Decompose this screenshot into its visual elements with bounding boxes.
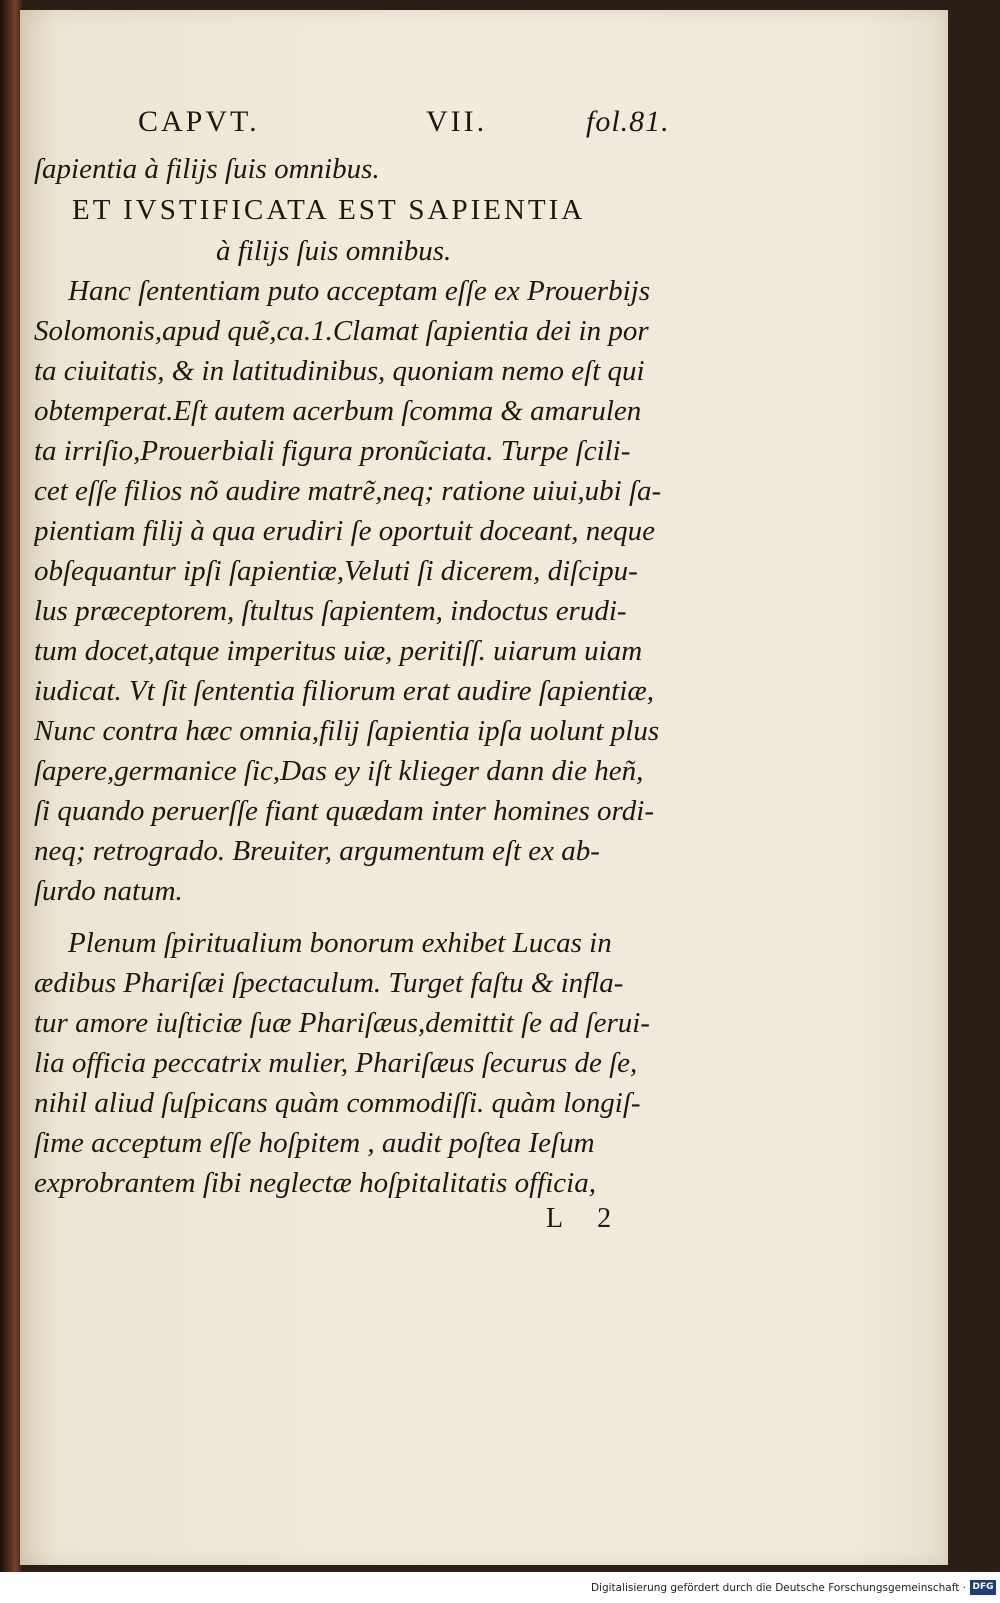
text-line: nihil aliud ſuſpicans quàm commodiſſi. quàm longiſ- <box>34 1087 641 1119</box>
running-head <box>34 105 694 149</box>
text-line: Solomonis,apud quẽ,ca.1.Clamat ſapientia dei in por <box>34 315 649 347</box>
paragraph-1 <box>34 271 694 911</box>
text-line: neq; retrogrado. Breuiter, argumentum eſt ex ab- <box>34 835 600 867</box>
text-line: lus præceptorem, ſtultus ſapientem, indoctus erudi- <box>34 595 627 627</box>
text-line: ſi quando peruerſſe fiant quædam inter homines ordi- <box>34 795 654 827</box>
text-line: obtemperat.Eſt autem acerbum ſcomma & amarulen <box>34 395 642 427</box>
paragraph-2 <box>34 923 694 1203</box>
signature-mark: L 2 <box>546 1203 626 1234</box>
running-head-folio: fol.81. <box>586 105 670 138</box>
text-line: Hanc ſententiam puto acceptam eſſe ex Prouerbijs <box>68 275 650 307</box>
text-block <box>34 105 694 1203</box>
text-line: Plenum ſpiritualium bonorum exhibet Lucas in <box>68 927 612 959</box>
text-line: exprobrantem ſibi neglectæ hoſpitalitatis officia, <box>34 1167 596 1199</box>
running-head-caput: CAPVT. <box>138 105 260 138</box>
text-line: obſequantur ipſi ſapientiæ,Veluti ſi dicerem, diſcipu- <box>34 555 638 587</box>
text-line: Nunc contra hæc omnia,filij ſapientia ipſa uolunt plus <box>34 715 660 747</box>
section-heading-sub: à filijs ſuis omnibus. <box>216 235 452 267</box>
section-heading: ET IVSTIFICATA EST SAPIENTIA <box>72 194 586 226</box>
text-line: lia officia peccatrix mulier, Phariſæus ſecurus de ſe, <box>34 1047 638 1079</box>
text-line: tur amore iuſticiæ ſuæ Phariſæus,demittit ſe ad ſerui- <box>34 1007 650 1039</box>
text-line: ta irriſio,Prouerbiali figura pronũciata. Turpe ſcili- <box>34 435 631 467</box>
digitization-credit: Digitalisierung gefördert durch die Deutsche Forschungsgemeinschaft · <box>590 1582 966 1594</box>
paragraph-gap <box>34 911 694 923</box>
text-line: cet eſſe filios nõ audire matrẽ,neq; ratione uiui,ubi ſa- <box>34 475 662 507</box>
text-line: ſurdo natum. <box>34 875 183 907</box>
text-line: ſapere,germanice ſic,Das ey iſt klieger dann die heñ, <box>34 755 644 787</box>
book-spine-edge <box>0 0 22 1572</box>
dfg-logo: DFG <box>970 1580 996 1595</box>
running-head-chapter: VII. <box>426 105 488 138</box>
text-line: ſapientia à filijs ſuis omnibus. <box>34 153 380 185</box>
text-line: pientiam filij à qua erudiri ſe oportuit doceant, neque <box>34 515 656 547</box>
text-line: iudicat. Vt ſit ſententia filiorum erat audire ſapientiæ, <box>34 675 654 707</box>
paper-page <box>20 10 948 1565</box>
text-line: ſime acceptum eſſe hoſpitem , audit poſtea Ieſum <box>34 1127 595 1159</box>
text-line: ta ciuitatis, & in latitudinibus, quoniam nemo eſt qui <box>34 355 645 387</box>
text-line: ædibus Phariſæi ſpectaculum. Turget faſtu & infla- <box>34 967 624 999</box>
text-line: tum docet,atque imperitus uiæ, peritiſſ. uiarum uiam <box>34 635 643 667</box>
